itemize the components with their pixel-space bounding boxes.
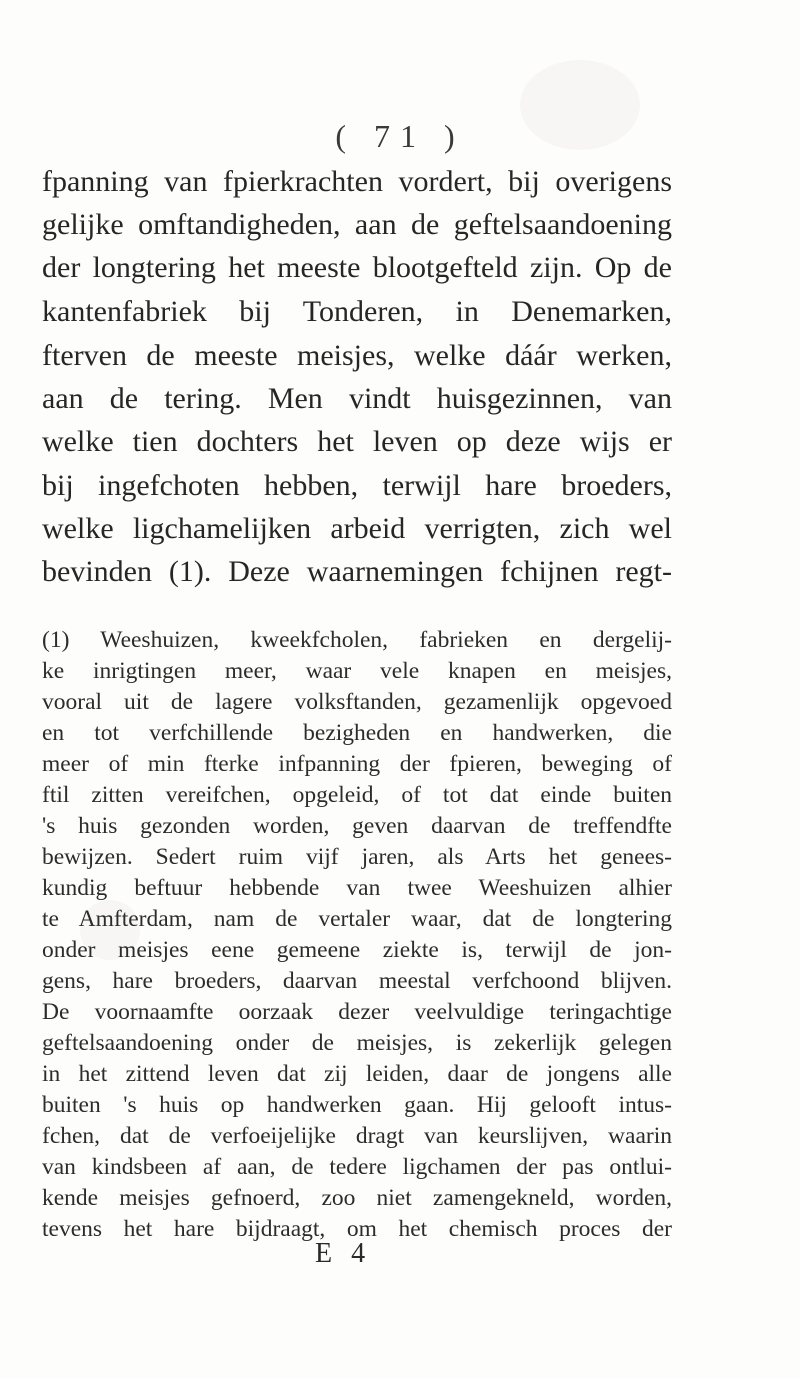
signature-mark: E 4 — [315, 1238, 372, 1269]
footnote-line: gens, hare broeders, daarvan meestal verfchoond blijven. — [42, 968, 672, 994]
footnote-line: onder meisjes eene gemeene ziekte is, terwijl de jon- — [42, 937, 672, 963]
body-line: der longtering het meeste blootgefteld zijn. Op de — [42, 251, 672, 284]
footnote-line: en tot verfchillende bezigheden en handwerken, die — [42, 720, 672, 746]
body-line: welke tien dochters het leven op deze wijs er — [42, 425, 672, 458]
footnote-line: 's huis gezonden worden, geven daarvan de treffendfte — [42, 813, 672, 839]
footnote-line: ftil zitten vereifchen, opgeleid, of tot dat einde buiten — [42, 782, 672, 808]
footnote-line: van kindsbeen af aan, de tedere ligchamen der pas ontlui- — [42, 1154, 672, 1180]
body-line: bevinden (1). Deze waarnemingen fchijnen regt- — [42, 555, 672, 588]
footnote-line: De voornaamfte oorzaak dezer veelvuldige teringachtige — [42, 999, 672, 1025]
footnote-line: te Amfterdam, nam de vertaler waar, dat de longtering — [42, 906, 672, 932]
body-line: gelijke omftandigheden, aan de geftelsaandoening — [42, 208, 672, 241]
footnote-line: ke inrigtingen meer, waar vele knapen en meisjes, — [42, 658, 672, 684]
footnote-line: kundig beftuur hebbende van twee Weeshuizen alhier — [42, 875, 672, 901]
footnote-line: fchen, dat de verfoeijelijke dragt van keurslijven, waarin — [42, 1123, 672, 1149]
body-line: welke ligchamelijken arbeid verrigten, zich wel — [42, 512, 672, 545]
body-line: bij ingefchoten hebben, terwijl hare broeders, — [42, 469, 672, 502]
footnote-line: vooral uit de lagere volksftanden, gezamenlijk opgevoed — [42, 689, 672, 715]
body-line — [42, 292, 672, 332]
footnote-line: (1) Weeshuizen, kweekfcholen, fabrieken en dergelij- — [42, 627, 672, 653]
body-line: fpanning van fpierkrachten vordert, bij overigens — [42, 165, 672, 198]
body-line: aan de tering. Men vindt huisgezinnen, van — [42, 382, 672, 415]
footnote-line: in het zittend leven dat zij leiden, daar de jongens alle — [42, 1061, 672, 1087]
body-line-text: kantenfabriek bij Tonderen, in Denemarken, — [42, 295, 672, 328]
footnote-line: meer of min fterke infpanning der fpieren, beweging of — [42, 751, 672, 777]
footnote-line: bewijzen. Sedert ruim vijf jaren, als Arts het genees- — [42, 844, 672, 870]
body-line: fterven de meeste meisjes, welke dáár werken, — [42, 339, 672, 372]
footnote-line: kende meisjes gefnoerd, zoo niet zamengekneld, worden, — [42, 1185, 672, 1211]
page-number: ( 71 ) — [335, 118, 465, 154]
footnote-line: geftelsaandoening onder de meisjes, is zekerlijk gelegen — [42, 1030, 672, 1056]
footnote-line: buiten 's huis op handwerken gaan. Hij gelooft intus- — [42, 1092, 672, 1118]
footnote-line: tevens het hare bijdraagt, om het chemisch proces der — [42, 1216, 672, 1242]
